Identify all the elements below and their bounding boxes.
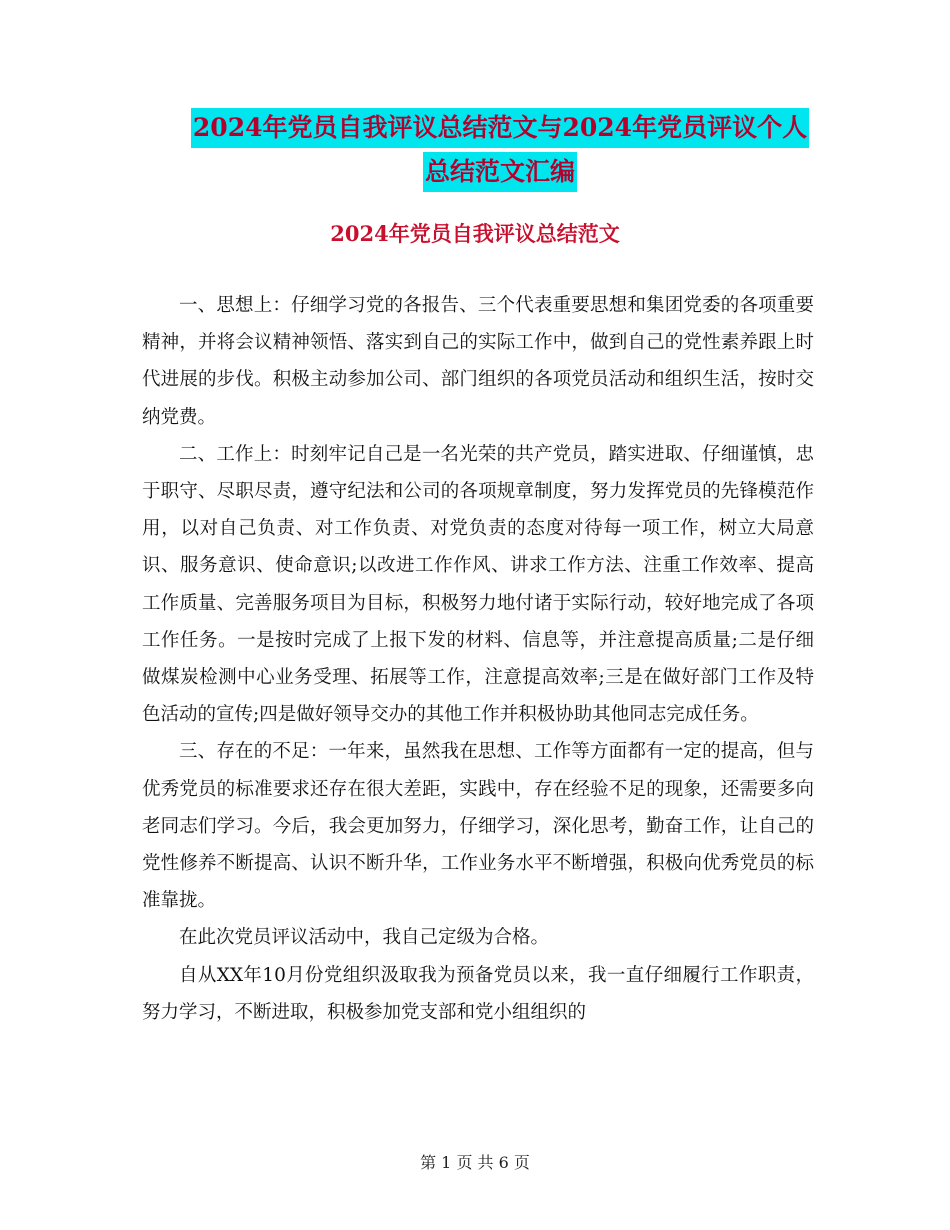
title-line-2: 总结范文汇编 bbox=[423, 152, 577, 192]
title-line-1: 2024年党员自我评议总结范文与2024年党员评议个人 bbox=[191, 108, 809, 148]
document-body bbox=[142, 287, 814, 1031]
page-number: 第 1 页 共 6 页 bbox=[420, 1153, 530, 1172]
paragraph-thought: 一、思想上：仔细学习党的各报告、三个代表重要思想和集团党委的各项重要精神，并将会议精神领悟、落实到自己的实际工作中，做到自己的党性素养跟上时代进展的步伐。积极主动参加公司、部门组织的各项党员活动和组织生活，按时交纳党费。 bbox=[142, 295, 814, 428]
section-heading: 2024年党员自我评议总结范文 bbox=[330, 221, 620, 246]
paragraph-shortcomings: 三、存在的不足：一年来，虽然我在思想、工作等方面都有一定的提高，但与优秀党员的标准要求还存在很大差距，实践中，存在经验不足的现象，还需要多向老同志们学习。今后，我会更加努力，仔细学习，深化思考，勤奋工作，让自己的党性修养不断提高、认识不断升华，工作业务水平不断增强，积极向优秀党员的标准靠拢。 bbox=[142, 741, 814, 912]
paragraph-work: 二、工作上：时刻牢记自己是一名光荣的共产党员，踏实进取、仔细谨慎，忠于职守、尽职尽责，遵守纪法和公司的各项规章制度，努力发挥党员的先锋模范作用，以对自己负责、对工作负责、对党负责的态度对待每一项工作，树立大局意识、服务意识、使命意识;以改进工作作风、讲求工作方法、注重工作效率、提高工作质量、完善服务项目为目标，积极努力地付诸于实际行动，较好地完成了各项工作任务。一是按时完成了上报下发的材料、信息等，并注意提高质量;二是仔细做煤炭检测中心业务受理、拓展等工作，注意提高效率;三是在做好部门工作及特色活动的宣传;四是做好领导交办的其他工作并积极协助其他同志完成任务。 bbox=[142, 443, 814, 726]
paragraph-rating: 在此次党员评议活动中，我自己定级为合格。 bbox=[179, 927, 550, 949]
paragraph-since: 自从XX年10月份党组织汲取我为预备党员以来，我一直仔细履行工作职责，努力学习，不断进取，积极参加党支部和党小组组织的 bbox=[142, 964, 814, 1023]
document-title bbox=[140, 108, 860, 192]
